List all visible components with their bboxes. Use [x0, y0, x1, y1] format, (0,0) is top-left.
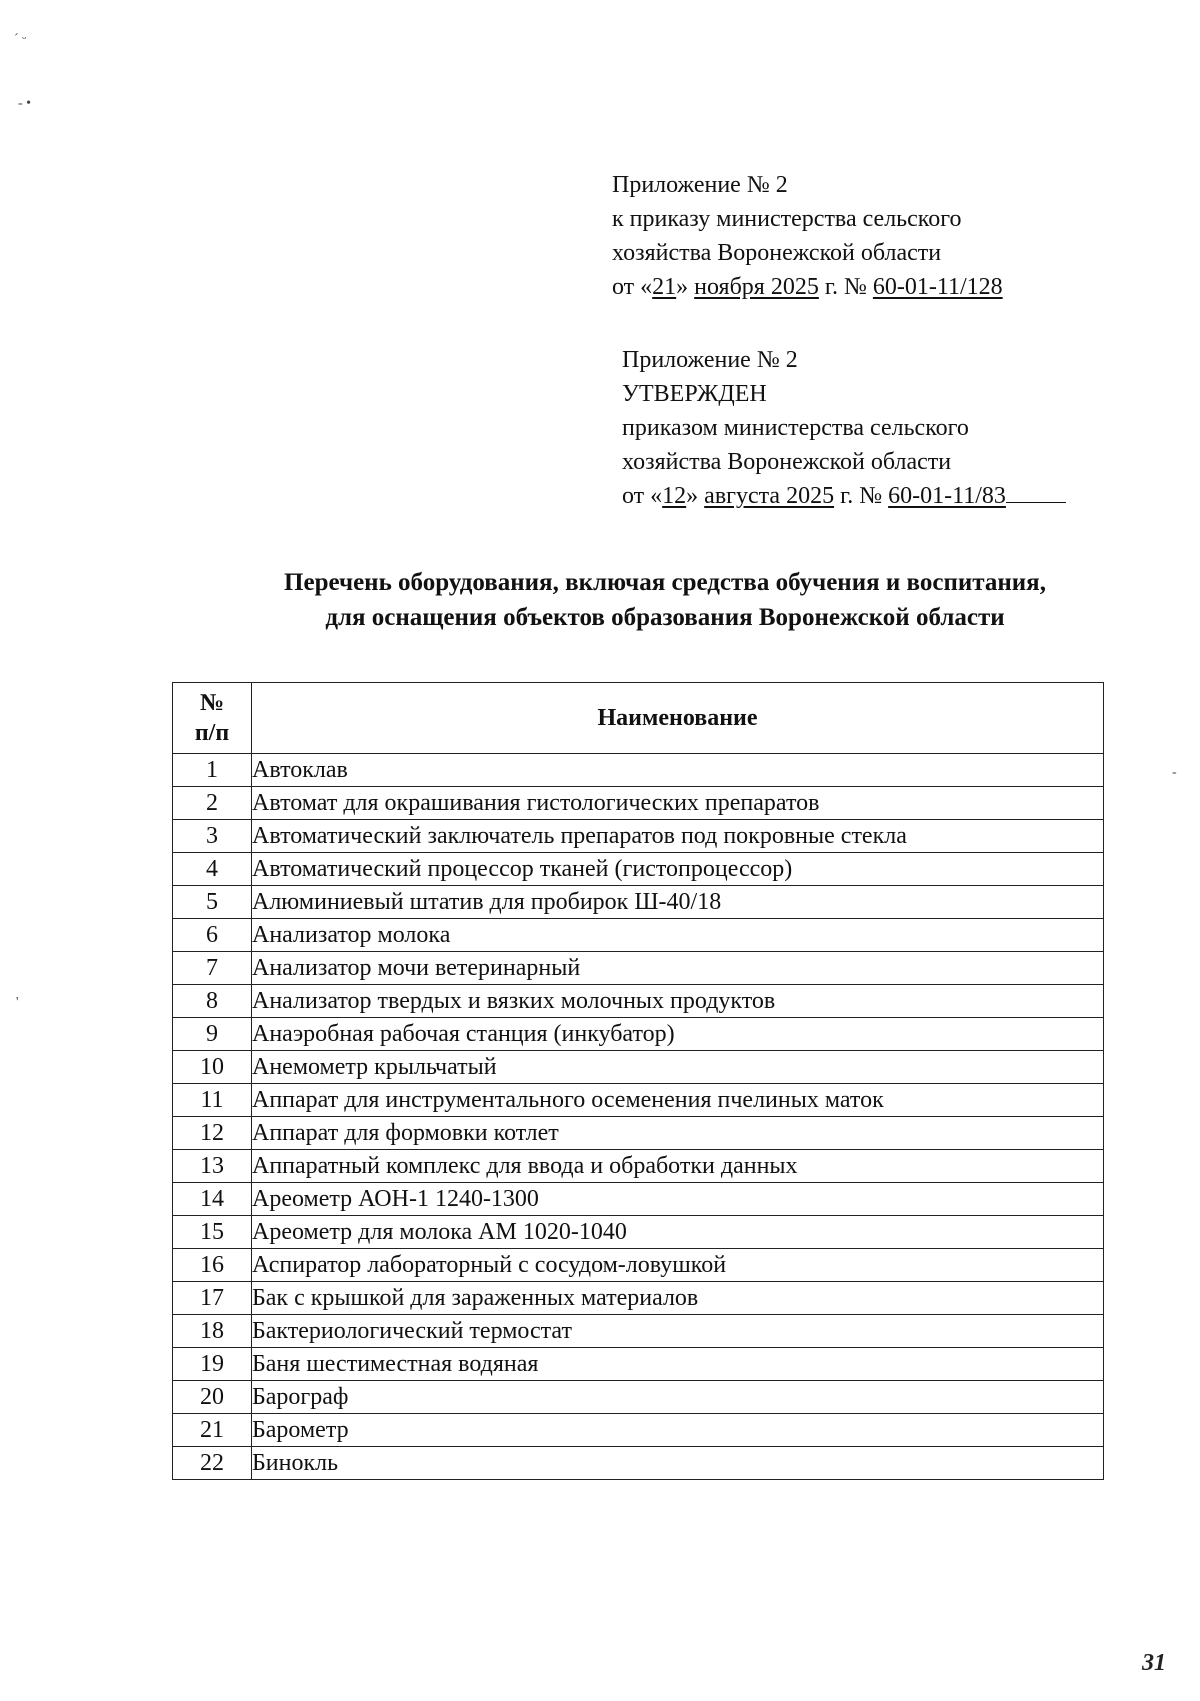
document-title — [200, 565, 1130, 635]
order-number: 60-01-11/83 — [888, 483, 1006, 509]
row-name: Анализатор мочи ветеринарный — [252, 952, 1104, 985]
row-name: Барометр — [252, 1414, 1104, 1447]
row-name: Аппарат для инструментального осеменения пчелиных маток — [252, 1084, 1104, 1117]
table-row — [173, 853, 1104, 886]
scan-mark: - — [1172, 765, 1177, 780]
table-row — [173, 1117, 1104, 1150]
row-number: 18 — [173, 1315, 252, 1348]
row-name: Анемометр крыльчатый — [252, 1051, 1104, 1084]
title-line-2: для оснащения объектов образования Воронежской области — [325, 604, 1005, 631]
appendix-header-approved — [622, 343, 1066, 513]
table-row — [173, 820, 1104, 853]
row-number: 16 — [173, 1249, 252, 1282]
row-name: Барограф — [252, 1381, 1104, 1414]
row-number: 10 — [173, 1051, 252, 1084]
handwritten-page-number: 31 — [1142, 1650, 1166, 1676]
table-row — [173, 1084, 1104, 1117]
row-number: 6 — [173, 919, 252, 952]
row-number: 12 — [173, 1117, 252, 1150]
order-day: 12 — [662, 483, 687, 509]
row-number: 8 — [173, 985, 252, 1018]
table-row — [173, 886, 1104, 919]
appendix-label: Приложение № 2 — [622, 347, 798, 373]
row-number: 17 — [173, 1282, 252, 1315]
row-number: 11 — [173, 1084, 252, 1117]
row-name: Ареометр для молока АМ 1020-1040 — [252, 1216, 1104, 1249]
scan-mark: ˊ ᵕ — [14, 32, 27, 47]
table-row — [173, 1348, 1104, 1381]
scan-mark: ' — [16, 995, 19, 1010]
table-row — [173, 787, 1104, 820]
table-row — [173, 952, 1104, 985]
table-body — [173, 754, 1104, 1480]
row-number: 1 — [173, 754, 252, 787]
row-name: Ареометр АОН-1 1240-1300 — [252, 1183, 1104, 1216]
row-name: Автомат для окрашивания гистологических препаратов — [252, 787, 1104, 820]
row-name: Бак с крышкой для зараженных материалов — [252, 1282, 1104, 1315]
row-name: Аппаратный комплекс для ввода и обработки данных — [252, 1150, 1104, 1183]
row-number: 20 — [173, 1381, 252, 1414]
table-row — [173, 985, 1104, 1018]
scan-mark: - • — [18, 96, 32, 111]
table-row — [173, 1216, 1104, 1249]
table-row — [173, 1381, 1104, 1414]
underline-trail — [1006, 480, 1066, 503]
row-number: 15 — [173, 1216, 252, 1249]
order-day: 21 — [652, 274, 677, 300]
order-reference: к приказу министерства сельского — [612, 206, 962, 232]
row-number: 9 — [173, 1018, 252, 1051]
row-name: Автоматический заключатель препаратов под покровные стекла — [252, 820, 1104, 853]
row-number: 3 — [173, 820, 252, 853]
table-row — [173, 1051, 1104, 1084]
appendix-header-current — [612, 168, 1003, 304]
row-name: Автоматический процессор тканей (гистопроцессор) — [252, 853, 1104, 886]
order-month-year: августа 2025 — [704, 483, 835, 509]
appendix-label: Приложение № 2 — [612, 172, 788, 198]
row-number: 13 — [173, 1150, 252, 1183]
equipment-table — [172, 682, 1104, 1480]
approved-label: УТВЕРЖДЕН — [622, 381, 767, 407]
row-name: Аспиратор лабораторный с сосудом-ловушкой — [252, 1249, 1104, 1282]
table-row — [173, 1414, 1104, 1447]
row-number: 19 — [173, 1348, 252, 1381]
table-header-row — [173, 683, 1104, 754]
ministry-name: хозяйства Воронежской области — [612, 240, 942, 266]
table-row — [173, 1150, 1104, 1183]
table-row — [173, 1282, 1104, 1315]
table-row — [173, 919, 1104, 952]
header-name: Наименование — [252, 683, 1104, 754]
row-name: Анализатор молока — [252, 919, 1104, 952]
row-number: 7 — [173, 952, 252, 985]
order-reference: приказом министерства сельского — [622, 415, 969, 441]
row-number: 22 — [173, 1447, 252, 1480]
row-name: Анаэробная рабочая станция (инкубатор) — [252, 1018, 1104, 1051]
row-number: 4 — [173, 853, 252, 886]
header-number: № п/п — [173, 683, 252, 754]
row-number: 2 — [173, 787, 252, 820]
ministry-name: хозяйства Воронежской области — [622, 449, 952, 475]
table-row — [173, 1018, 1104, 1051]
order-number: 60-01-11/128 — [872, 274, 1003, 300]
table-row — [173, 1249, 1104, 1282]
row-number: 21 — [173, 1414, 252, 1447]
row-name: Аппарат для формовки котлет — [252, 1117, 1104, 1150]
order-date-number: от «12» августа 2025 г. № 60-01-11/83 — [622, 479, 1066, 513]
title-line-1: Перечень оборудования, включая средства обучения и воспитания, — [284, 569, 1046, 596]
table-row — [173, 1447, 1104, 1480]
order-date-number: от «21» ноября 2025 г. № 60-01-11/128 — [612, 274, 1003, 300]
table-row — [173, 1183, 1104, 1216]
row-name: Алюминиевый штатив для пробирок Ш-40/18 — [252, 886, 1104, 919]
row-name: Бинокль — [252, 1447, 1104, 1480]
table-row — [173, 1315, 1104, 1348]
row-number: 5 — [173, 886, 252, 919]
row-name: Автоклав — [252, 754, 1104, 787]
row-name: Анализатор твердых и вязких молочных продуктов — [252, 985, 1104, 1018]
row-number: 14 — [173, 1183, 252, 1216]
row-name: Баня шестиместная водяная — [252, 1348, 1104, 1381]
row-name: Бактериологический термостат — [252, 1315, 1104, 1348]
table-row — [173, 754, 1104, 787]
order-month-year: ноября 2025 — [694, 274, 819, 300]
